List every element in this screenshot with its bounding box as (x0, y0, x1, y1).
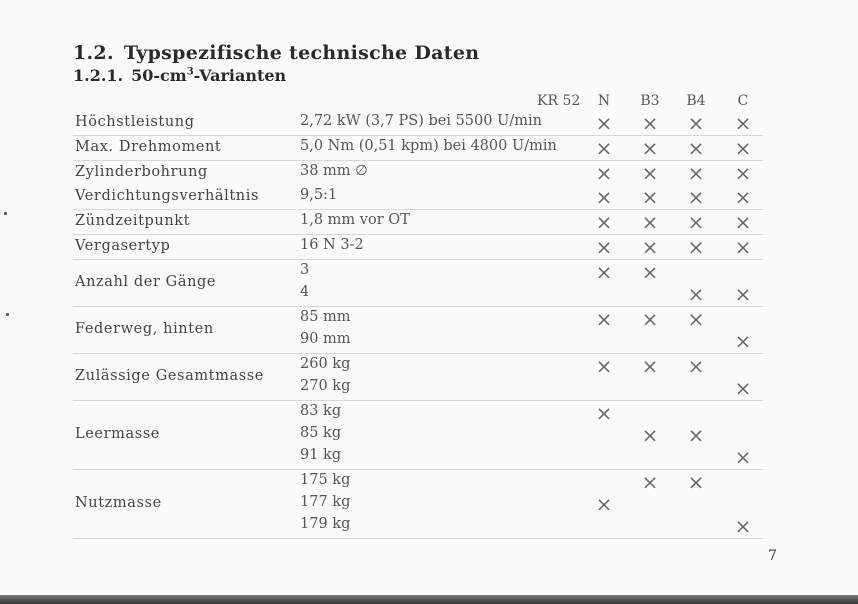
applies-mark: × (734, 235, 752, 259)
spec-row (73, 260, 763, 307)
spec-label: Anzahl der Gänge (75, 274, 217, 290)
applies-mark: × (687, 307, 705, 331)
applies-mark: × (641, 354, 659, 378)
applies-mark: × (734, 514, 752, 538)
spec-label: Federweg, hinten (75, 321, 214, 337)
spec-row (73, 235, 763, 260)
applies-mark: × (687, 354, 705, 378)
spec-label: Zündzeitpunkt (75, 213, 191, 229)
page-edge (0, 595, 858, 604)
applies-mark: × (687, 185, 705, 209)
applies-mark: × (595, 111, 613, 135)
applies-mark: × (734, 445, 752, 469)
spec-value: 91 kg (300, 447, 342, 463)
spec-value: 179 kg (300, 516, 351, 532)
applies-mark: × (595, 354, 613, 378)
applies-mark: × (641, 185, 659, 209)
margin-mark (6, 313, 9, 316)
spec-label: Zylinderbohrung (75, 164, 208, 180)
applies-mark: × (641, 423, 659, 447)
model-b3: B3 (640, 93, 660, 109)
spec-row (73, 307, 763, 354)
spec-value: 177 kg (300, 494, 351, 510)
spec-value: 85 kg (300, 425, 342, 441)
spec-label: Verdichtungsverhältnis (75, 188, 260, 204)
applies-mark: × (734, 136, 752, 160)
applies-mark: × (595, 492, 613, 516)
applies-mark: × (595, 307, 613, 331)
spec-label: Max. Drehmoment (75, 139, 222, 155)
spec-row (73, 136, 763, 161)
spec-value: 83 kg (300, 403, 342, 419)
spec-value: 38 mm ∅ (300, 163, 368, 179)
spec-row (73, 210, 763, 235)
section-title-text: Typspezifische technische Daten (123, 42, 480, 64)
spec-value: 3 (300, 262, 310, 278)
model-header (0, 93, 858, 113)
spec-value: 260 kg (300, 356, 351, 372)
spec-row (73, 354, 763, 401)
applies-mark: × (687, 282, 705, 306)
applies-mark: × (687, 210, 705, 234)
applies-mark: × (734, 185, 752, 209)
spec-row (73, 111, 763, 136)
applies-mark: × (641, 235, 659, 259)
spec-value: 90 mm (300, 331, 351, 347)
spec-label: Höchstleistung (75, 114, 195, 130)
applies-mark: × (687, 136, 705, 160)
applies-mark: × (641, 136, 659, 160)
spec-row (73, 470, 763, 539)
spec-value: 4 (300, 284, 310, 300)
applies-mark: × (641, 210, 659, 234)
page-number: 7 (768, 548, 777, 564)
applies-mark: × (734, 282, 752, 306)
subsection-number: 1.2.1. (73, 66, 124, 85)
spec-label: Nutzmasse (75, 495, 162, 511)
applies-mark: × (734, 161, 752, 185)
spec-row (73, 161, 763, 185)
applies-mark: × (687, 470, 705, 494)
spec-label: Vergasertyp (75, 238, 171, 254)
spec-value: 270 kg (300, 378, 351, 394)
model-n: N (597, 93, 611, 109)
subsection-title (73, 66, 286, 85)
applies-mark: × (734, 111, 752, 135)
spec-row (73, 401, 763, 470)
spec-value: 1,8 mm vor OT (300, 212, 410, 228)
applies-mark: × (595, 136, 613, 160)
applies-mark: × (641, 111, 659, 135)
spec-table (73, 111, 763, 539)
section-title (73, 42, 479, 64)
applies-mark: × (641, 307, 659, 331)
applies-mark: × (687, 111, 705, 135)
spec-value: 5,0 Nm (0,51 kpm) bei 4800 U/min (300, 138, 557, 154)
applies-mark: × (687, 235, 705, 259)
applies-mark: × (595, 260, 613, 284)
spec-value: 175 kg (300, 472, 351, 488)
spec-row (73, 185, 763, 210)
margin-mark (4, 212, 7, 215)
subsection-title-suffix: -Varianten (193, 66, 287, 85)
applies-mark: × (734, 210, 752, 234)
applies-mark: × (595, 235, 613, 259)
applies-mark: × (734, 329, 752, 353)
model-b4: B4 (686, 93, 706, 109)
applies-mark: × (687, 161, 705, 185)
applies-mark: × (595, 210, 613, 234)
spec-value: 2,72 kW (3,7 PS) bei 5500 U/min (300, 113, 542, 129)
applies-mark: × (734, 376, 752, 400)
spec-value: 16 N 3-2 (300, 237, 364, 253)
applies-mark: × (595, 185, 613, 209)
applies-mark: × (595, 401, 613, 425)
model-series: KR 52 (537, 93, 581, 109)
spec-value: 9,5:1 (300, 187, 338, 203)
spec-value: 85 mm (300, 309, 351, 325)
applies-mark: × (687, 423, 705, 447)
model-c: C (737, 93, 749, 109)
applies-mark: × (641, 161, 659, 185)
subsection-title-sup: 3 (186, 66, 194, 78)
section-number: 1.2. (73, 42, 114, 64)
applies-mark: × (641, 470, 659, 494)
spec-label: Zulässige Gesamtmasse (75, 368, 264, 384)
applies-mark: × (595, 161, 613, 185)
applies-mark: × (641, 260, 659, 284)
subsection-title-prefix: 50-cm (131, 66, 187, 85)
spec-label: Leermasse (75, 426, 160, 442)
